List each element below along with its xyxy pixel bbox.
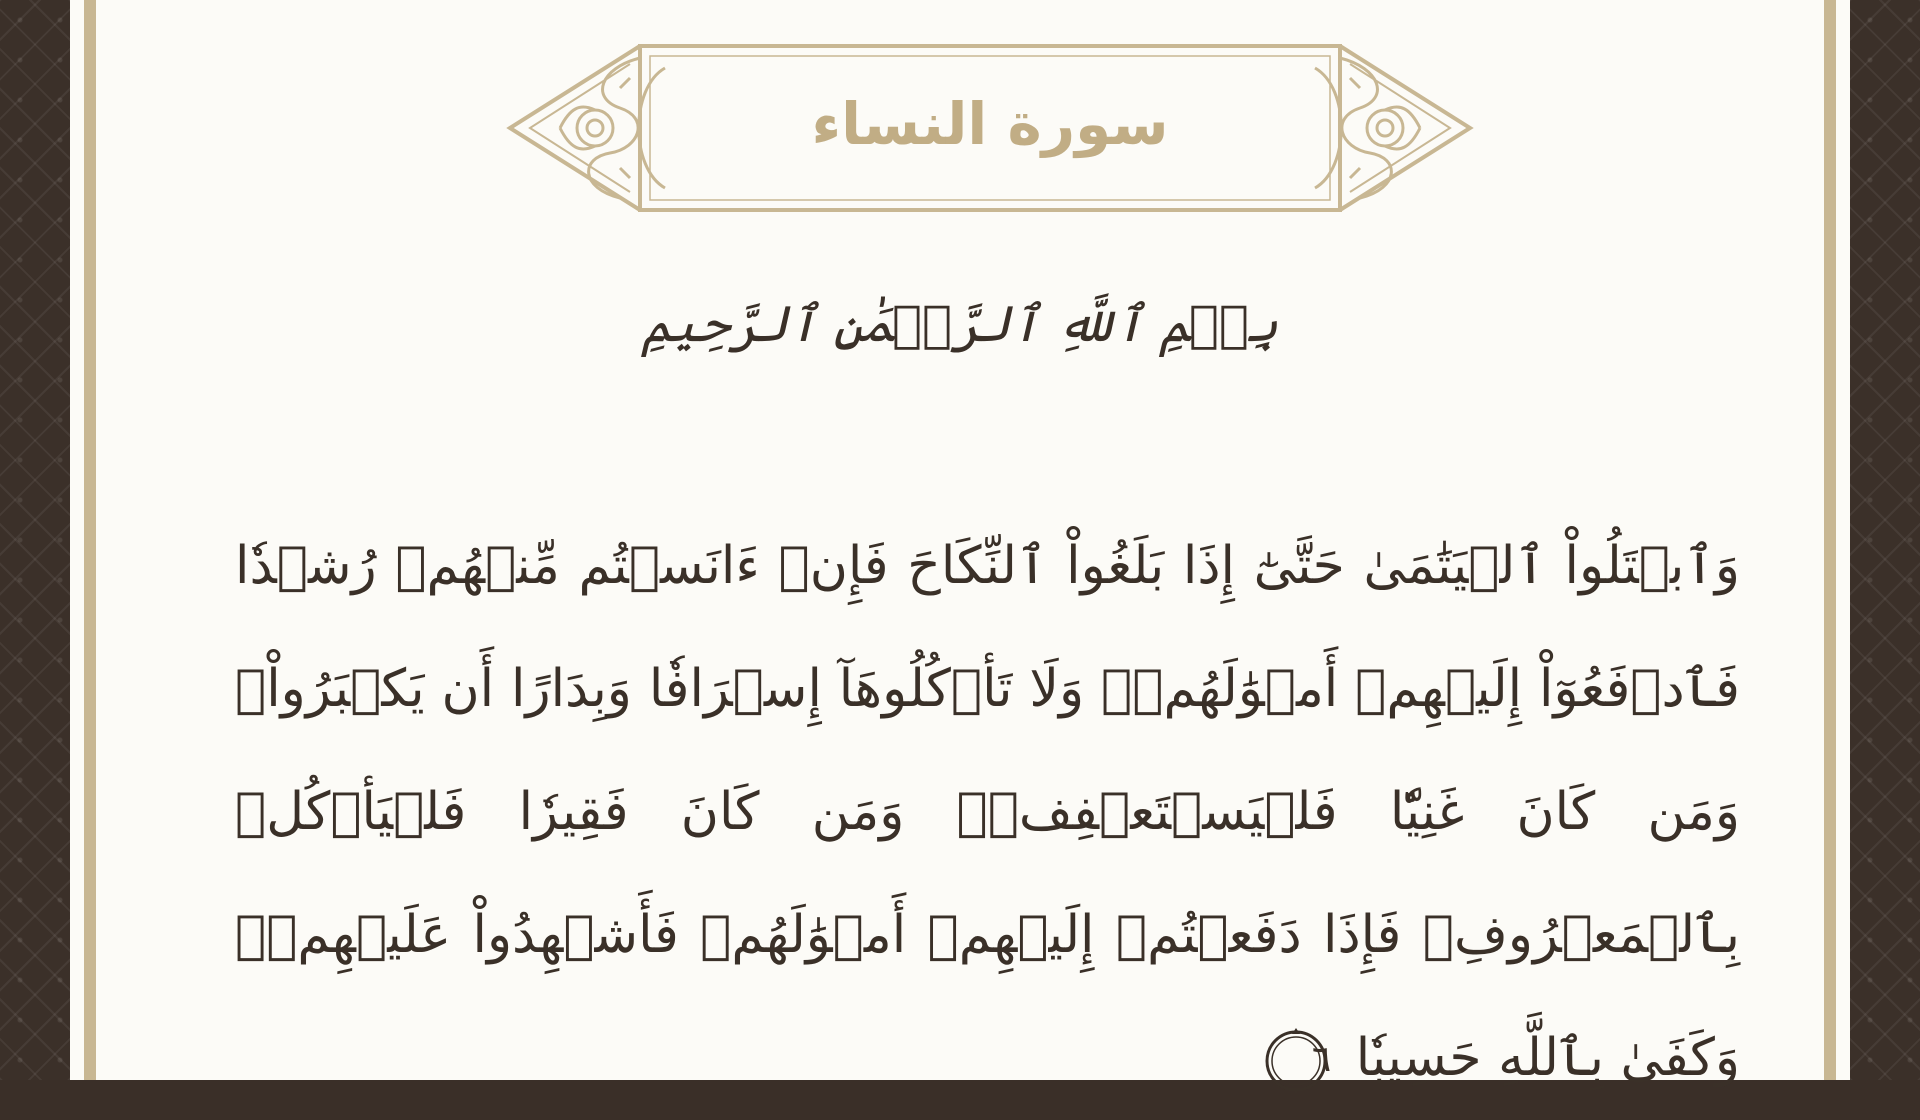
ayah-number: ٦	[1311, 1039, 1332, 1080]
ayah-end-marker-icon	[1261, 1026, 1331, 1096]
surah-title: سورة النساء	[811, 90, 1169, 158]
surah-title-frame	[500, 28, 1480, 228]
verse-body: وَٱبۡتَلُواْ ٱلۡيَتَٰمَىٰ حَتَّىٰٓ إِذَا بَلَغُواْ ٱلنِّكَاحَ فَإِنۡ ءَانَسۡتُم مِّنۡهُمۡ رُشۡدٗا فَٱدۡفَعُوٓاْ إِلَيۡهِمۡ أَمۡوَٰلَهُمۡۖ وَلَا تَأۡكُلُوهَآ إِسۡرَافٗا وَبِدَارًا أَن يَكۡبَرُواْۚ وَمَن كَانَ غَنِيّٗا فَلۡيَسۡتَعۡفِفۡۖ وَمَن كَانَ فَقِيرٗا فَلۡيَأۡكُلۡ بِٱلۡمَعۡرُوفِۚ فَإِذَا دَفَعۡتُمۡ إِلَيۡهِمۡ أَمۡوَٰلَهُمۡ فَأَشۡهِدُواْ عَلَيۡهِمۡۚ وَكَفَىٰ بِٱللَّهِ حَسِيبٗا	[235, 536, 1740, 1088]
right-ornamental-border	[1850, 0, 1920, 1080]
verse-text	[235, 505, 1740, 1120]
mushaf-page	[70, 0, 1850, 1088]
basmala: بِسۡمِ ٱللَّهِ ٱلرَّحۡمَٰنِ ٱلرَّحِيمِ	[641, 295, 1279, 353]
right-gold-rule	[1824, 0, 1836, 1080]
left-gold-rule	[84, 0, 96, 1080]
left-ornamental-border	[0, 0, 70, 1080]
